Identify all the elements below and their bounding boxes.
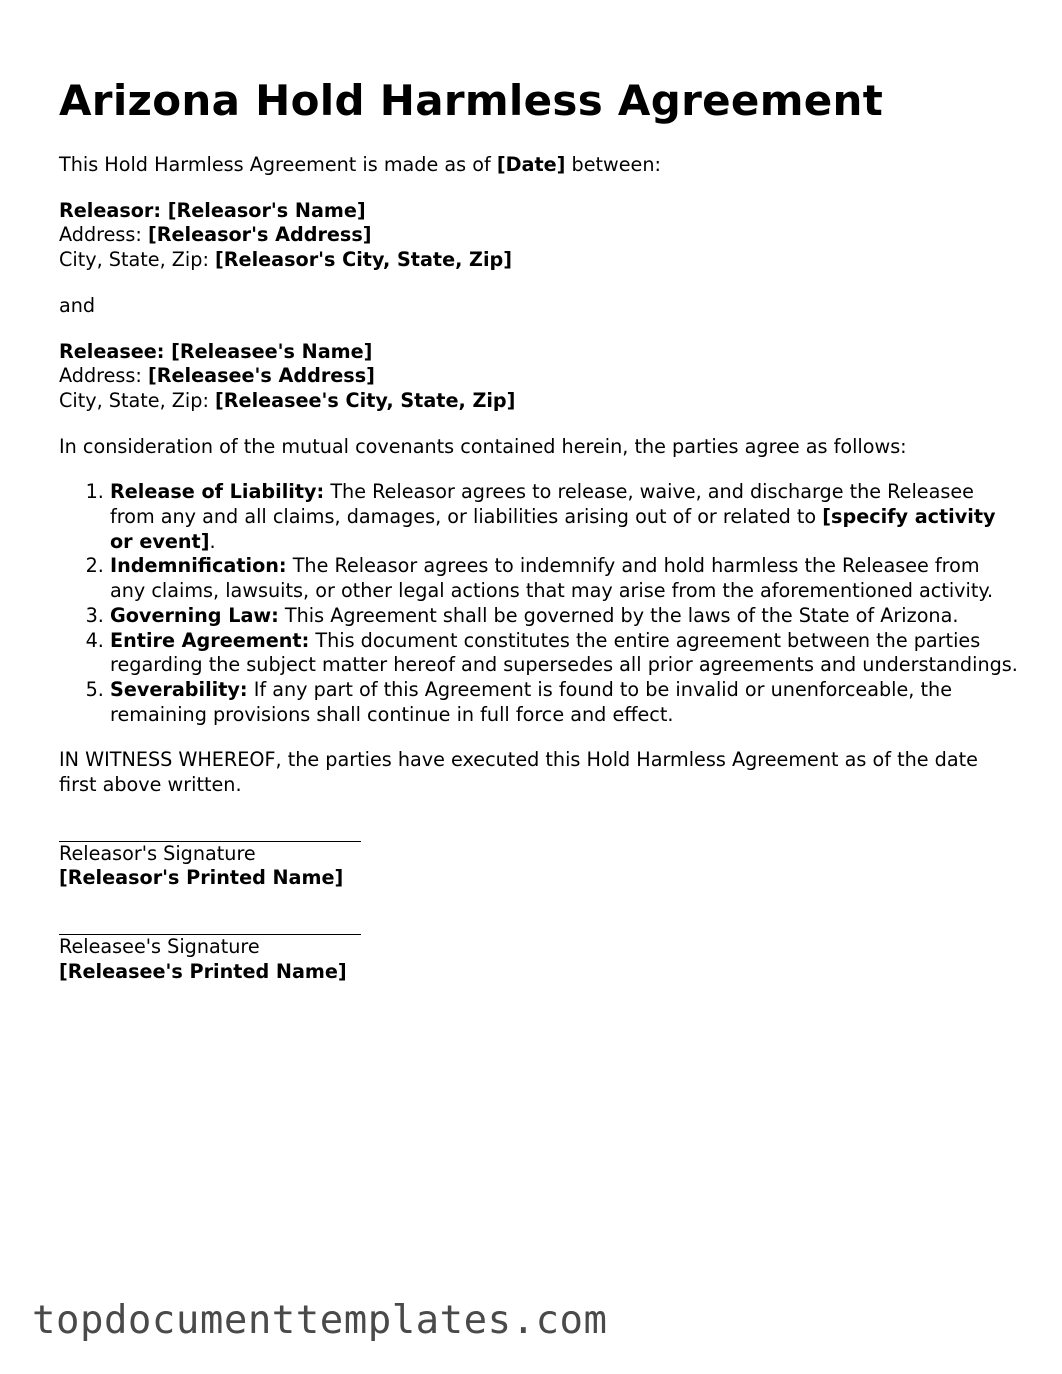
clause-item: 3. Governing Law: This Agreement shall be governed by the laws of the State of Arizona. [110, 604, 1019, 629]
consideration-paragraph: In consideration of the mutual covenants contained herein, the parties agree as follows: [59, 434, 907, 458]
clause-item: 5. Severability: If any part of this Agreement is found to be invalid or unenforceable, the remaining provisions shall continue in full force and effect. [110, 678, 1019, 727]
intro-paragraph [59, 153, 1019, 178]
releasor-name: Releasor: [Releasor's Name] [59, 198, 366, 222]
releasor-address: Address: [Releasor's Address] [59, 223, 372, 247]
releasee-address: Address: [Releasee's Address] [59, 364, 375, 388]
document-body [59, 153, 1019, 985]
releasee-name: Releasee: [Releasee's Name] [59, 339, 373, 363]
and-text: and [59, 293, 96, 317]
document-title: Arizona Hold Harmless Agreement [59, 76, 884, 125]
releasor-signature-label: Releasor's Signature [59, 841, 256, 865]
releasor-printed-name: [Releasor's Printed Name] [59, 866, 344, 890]
releasee-signature-label: Releasee's Signature [59, 935, 260, 959]
date-placeholder: [Date] [496, 153, 566, 176]
releasor-block [59, 199, 1019, 273]
intro-suffix: between: [565, 153, 661, 176]
releasor-signature-block [59, 819, 1019, 891]
clause-item: 2. Indemnification: The Releasor agrees to indemnify and hold harmless the Releasee from any claims, lawsuits, or other legal actions that may arise from the aforementioned activity. [110, 554, 1019, 603]
clause-item: 4. Entire Agreement: This document constitutes the entire agreement between the parties regarding the subject matter hereof and supersedes all prior agreements and understandings. [110, 629, 1019, 678]
releasee-city: City, State, Zip: [Releasee's City, State, Zip] [59, 388, 516, 412]
clause-list [59, 480, 1019, 727]
releasor-signature-line [59, 819, 361, 842]
releasee-printed-name: [Releasee's Printed Name] [59, 959, 347, 983]
watermark-text: topdocumenttemplates.com [32, 1298, 608, 1343]
witness-paragraph: IN WITNESS WHEREOF, the parties have executed this Hold Harmless Agreement as of the date first above written. [59, 748, 978, 797]
clause-item: 1. Release of Liability: The Releasor agrees to release, waive, and discharge the Releasee from any and all claims, damages, or liabilities arising out of or related to [specify activity or event]. [110, 480, 1019, 554]
releasee-signature-block [59, 912, 1019, 984]
releasee-block [59, 340, 1019, 414]
releasor-city: City, State, Zip: [Releasor's City, State, Zip] [59, 248, 513, 272]
intro-prefix: This Hold Harmless Agreement is made as of [59, 153, 497, 176]
releasee-signature-line [59, 912, 361, 935]
